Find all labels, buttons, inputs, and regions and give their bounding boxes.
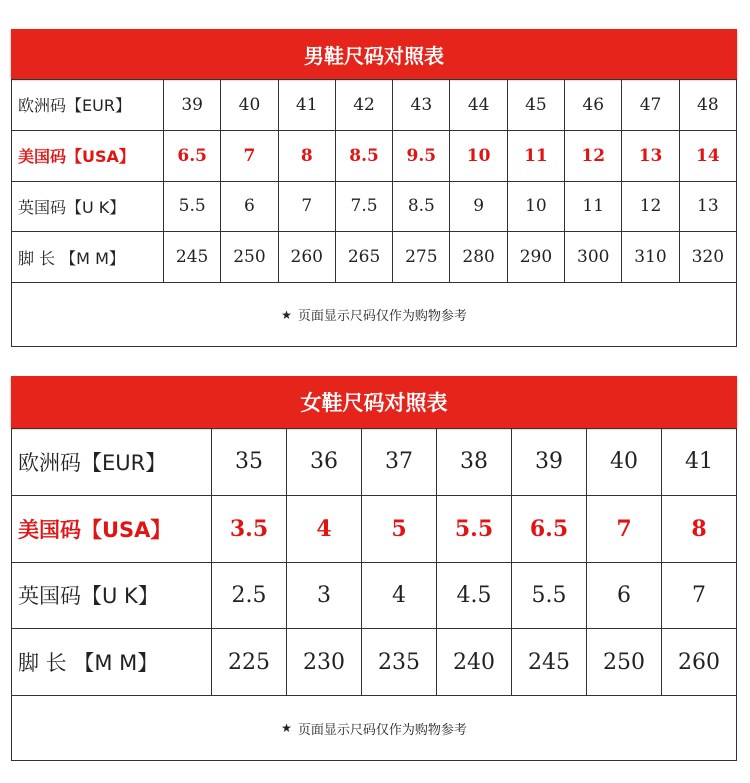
women-disclaimer-note	[11, 696, 737, 761]
row-uk	[12, 181, 737, 232]
size-cell: 36	[287, 429, 362, 496]
size-cell: 7	[662, 562, 737, 629]
size-cell: 9	[450, 181, 507, 232]
men-chart-title: 男鞋尺码对照表	[11, 29, 737, 79]
row-label: 美国码【USA】	[12, 130, 164, 181]
size-cell: 3.5	[212, 495, 287, 562]
size-cell: 41	[662, 429, 737, 496]
size-cell: 47	[622, 80, 679, 131]
row-label: 欧洲码【EUR】	[12, 429, 212, 496]
row-label: 脚 长 【M M】	[12, 232, 164, 283]
size-cell: 38	[437, 429, 512, 496]
size-cell: 250	[221, 232, 278, 283]
size-cell: 320	[679, 232, 736, 283]
size-cell: 260	[662, 629, 737, 696]
size-cell: 4	[362, 562, 437, 629]
size-cell: 5	[362, 495, 437, 562]
size-cell: 280	[450, 232, 507, 283]
size-cell: 245	[512, 629, 587, 696]
size-cell: 9.5	[393, 130, 450, 181]
size-cell: 245	[164, 232, 221, 283]
size-cell: 235	[362, 629, 437, 696]
size-cell: 7	[221, 130, 278, 181]
size-cell: 6.5	[164, 130, 221, 181]
row-label: 英国码【U K】	[12, 181, 164, 232]
size-cell: 2.5	[212, 562, 287, 629]
size-cell: 5.5	[164, 181, 221, 232]
men-size-chart	[11, 29, 737, 347]
row-label: 欧洲码【EUR】	[12, 80, 164, 131]
star-icon: ★	[281, 307, 292, 322]
size-cell: 13	[679, 181, 736, 232]
row-mm	[12, 232, 737, 283]
size-cell: 42	[335, 80, 392, 131]
size-cell: 43	[393, 80, 450, 131]
size-cell: 4.5	[437, 562, 512, 629]
size-cell: 46	[565, 80, 622, 131]
size-cell: 10	[507, 181, 564, 232]
size-cell: 8	[662, 495, 737, 562]
row-usa	[12, 130, 737, 181]
size-cell: 310	[622, 232, 679, 283]
size-cell: 8	[278, 130, 335, 181]
size-cell: 41	[278, 80, 335, 131]
row-eur	[12, 429, 737, 496]
size-cell: 6	[221, 181, 278, 232]
size-cell: 40	[221, 80, 278, 131]
men-size-table	[11, 79, 737, 283]
size-cell: 290	[507, 232, 564, 283]
women-note-text: 页面显示尺码仅作为购物参考	[297, 722, 467, 738]
size-cell: 10	[450, 130, 507, 181]
size-cell: 5.5	[512, 562, 587, 629]
size-cell: 44	[450, 80, 507, 131]
star-icon: ★	[281, 721, 292, 735]
size-cell: 225	[212, 629, 287, 696]
size-cell: 4	[287, 495, 362, 562]
size-cell: 12	[565, 130, 622, 181]
size-cell: 7.5	[335, 181, 392, 232]
size-cell: 11	[565, 181, 622, 232]
size-cell: 6.5	[512, 495, 587, 562]
size-cell: 250	[587, 629, 662, 696]
row-uk	[12, 562, 737, 629]
size-cell: 275	[393, 232, 450, 283]
size-cell: 13	[622, 130, 679, 181]
size-cell: 7	[587, 495, 662, 562]
size-cell: 40	[587, 429, 662, 496]
size-cell: 12	[622, 181, 679, 232]
women-size-table	[11, 428, 737, 696]
row-label: 英国码【U K】	[12, 562, 212, 629]
size-cell: 48	[679, 80, 736, 131]
row-label: 美国码【USA】	[12, 495, 212, 562]
women-chart-title: 女鞋尺码对照表	[11, 376, 737, 428]
size-cell: 260	[278, 232, 335, 283]
size-cell: 14	[679, 130, 736, 181]
row-label: 脚 长 【M M】	[12, 629, 212, 696]
size-cell: 3	[287, 562, 362, 629]
row-mm	[12, 629, 737, 696]
size-cell: 35	[212, 429, 287, 496]
size-cell: 300	[565, 232, 622, 283]
size-cell: 45	[507, 80, 564, 131]
size-cell: 8.5	[393, 181, 450, 232]
size-cell: 230	[287, 629, 362, 696]
women-size-chart	[11, 376, 737, 761]
size-cell: 8.5	[335, 130, 392, 181]
men-disclaimer-note	[11, 283, 737, 347]
size-cell: 11	[507, 130, 564, 181]
size-cell: 5.5	[437, 495, 512, 562]
size-cell: 39	[512, 429, 587, 496]
size-cell: 6	[587, 562, 662, 629]
size-cell: 7	[278, 181, 335, 232]
row-eur	[12, 80, 737, 131]
row-usa	[12, 495, 737, 562]
size-cell: 240	[437, 629, 512, 696]
size-cell: 39	[164, 80, 221, 131]
size-cell: 37	[362, 429, 437, 496]
men-note-text: 页面显示尺码仅作为购物参考	[297, 309, 467, 324]
size-cell: 265	[335, 232, 392, 283]
